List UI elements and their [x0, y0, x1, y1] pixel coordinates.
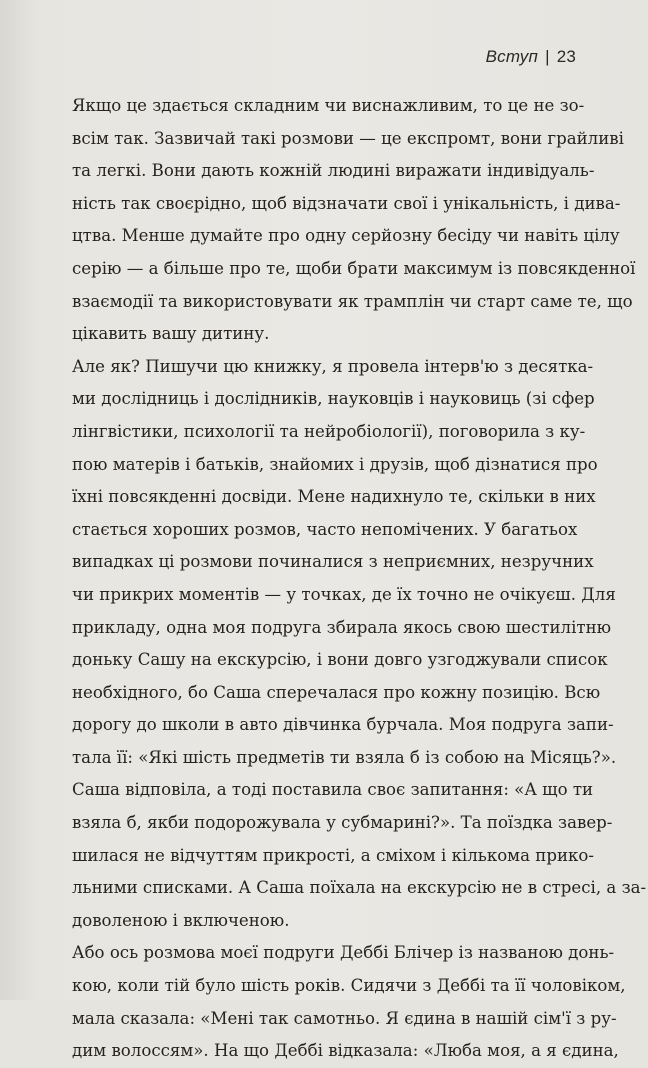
text-line: кою, коли тій було шість років. Сидячи з Деббі та її чоловіком, — [72, 976, 626, 996]
text-line: необхідного, бо Саша сперечалася про кожну позицію. Всю — [72, 682, 601, 702]
text-line: пою матерів і батьків, знайомих і друзів, щоб дізнатися про — [72, 454, 598, 474]
text-line: льними списками. А Саша поїхала на екскурсію не в стресі, а за- — [72, 878, 647, 898]
section-title: Вступ — [485, 47, 539, 66]
text-line: прикладу, одна моя подруга збирала якось свою шестилітню — [72, 617, 612, 637]
text-line: дорогу до школи в авто дівчинка бурчала. Моя подруга запи- — [72, 715, 614, 735]
page-number: 23 — [556, 47, 576, 66]
text-line: взаємодії та використовувати як трамплін чи старт саме те, що — [72, 291, 633, 311]
text-line: цікавить вашу дитину. — [72, 324, 270, 344]
text-line: Але як? Пишучи цю книжку, я провела інтерв'ю з десятка- — [72, 356, 594, 376]
header-separator: | — [545, 47, 550, 66]
text-line: шилася не відчуттям прикрості, а сміхом і кількома прико- — [72, 845, 594, 865]
text-line: їхні повсякденні досвіди. Мене надихнуло те, скільки в них — [72, 487, 596, 507]
text-line: лінгвістики, психології та нейробіології), поговорила з ку- — [72, 421, 586, 441]
text-line: Саша відповіла, а тоді поставила своє запитання: «А що ти — [72, 780, 594, 800]
text-line: Або ось розмова моєї подруги Деббі Блічер із названою донь- — [72, 943, 615, 963]
text-line: випадках ці розмови починалися з неприємних, незручних — [72, 552, 594, 572]
text-line: та легкі. Вони дають кожній людині виражати індивідуаль- — [72, 161, 595, 181]
text-line: тала її: «Які шість предметів ти взяла б із собою на Місяць?». — [72, 747, 617, 767]
text-line: Якщо це здається складним чи виснажливим, то це не зо- — [72, 96, 585, 115]
text-line: серію — а більше про те, щоби брати максимум із повсякденної — [72, 258, 636, 278]
text-line: всім так. Зазвичай такі розмови — це експромт, вони грайливі — [72, 128, 624, 148]
text-line: стається хороших розмов, часто непомічених. У багатьох — [72, 519, 578, 539]
running-header — [486, 47, 576, 67]
text-line: взяла б, якби подорожувала у субмарині?». Та поїздка завер- — [72, 813, 613, 833]
text-line: дим волоссям». На що Деббі відказала: «Люба моя, а я єдина, — [72, 1041, 619, 1061]
text-line: чи прикрих моментів — у точках, де їх точно не очікуєш. Для — [72, 584, 616, 604]
text-line: цтва. Менше думайте про одну серйозну бесіду чи навіть цілу — [72, 226, 620, 246]
text-line: доньку Сашу на екскурсію, і вони довго узгоджували список — [72, 650, 608, 670]
text-line: мала сказала: «Мені так самотньо. Я єдина в нашій сім'ї з ру- — [72, 1008, 617, 1028]
text-line: ність так своєрідно, щоб відзначати свої і унікальність, і дива- — [72, 193, 621, 213]
body-text — [72, 90, 647, 1068]
text-line: ми дослідниць і дослідників, науковців і науковиць (зі сфер — [72, 389, 595, 409]
text-line: доволеною і включеною. — [72, 910, 290, 930]
